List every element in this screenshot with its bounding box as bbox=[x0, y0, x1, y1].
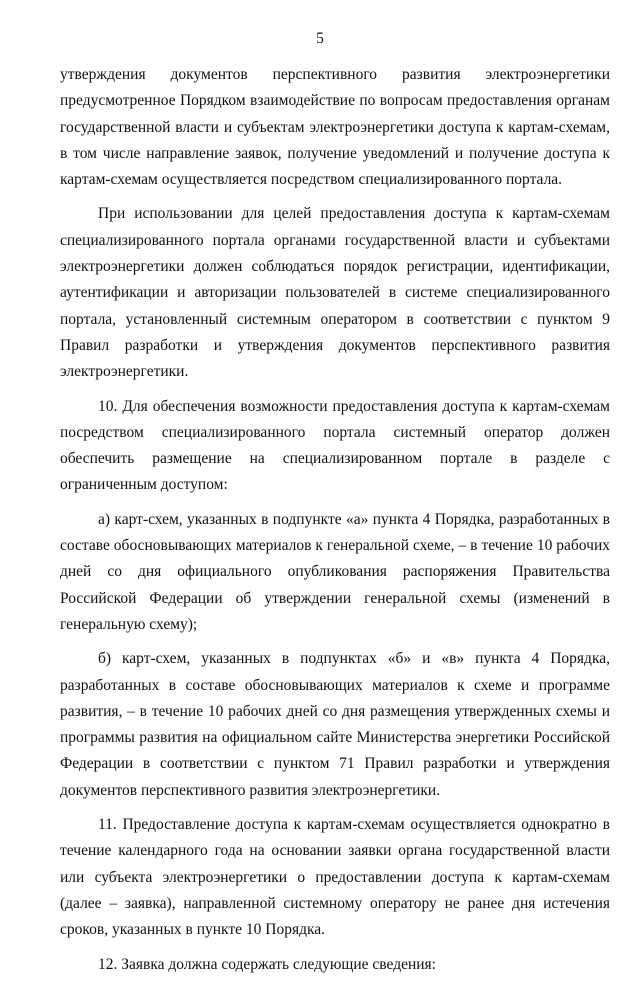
paragraph-item-10a: а) карт-схем, указанных в подпункте «а» пункта 4 Порядка, разработанных в составе обосновывающих материалов к генеральной схеме, – в течение 10 рабочих дней со дня официального опубликования распоряжения Правительства Российской Федерации об утверждении генеральной схемы (изменений в генеральную схему); bbox=[60, 510, 610, 633]
paragraph-item-10: 10. Для обеспечения возможности предоставления доступа к картам-схемам посредством специализированного портала системный оператор должен обеспечить размещение на специализированном портале в разделе с ограниченным доступом: bbox=[60, 397, 610, 494]
paragraph-portal-usage: При использовании для целей предоставления доступа к картам-схемам специализированного портала органами государственной власти и субъектами электроэнергетики должен соблюдаться порядок регистрации, идентификации, аутентификации и авторизации пользователей в системе специализированного портала, установленный системным оператором в соответствии с пунктом 9 Правил разработки и утверждения документов перспективного развития электроэнергетики. bbox=[60, 205, 610, 381]
document-body bbox=[60, 62, 610, 986]
paragraph-item-11: 11. Предоставление доступа к картам-схемам осуществляется однократно в течение календарного года на основании заявки органа государственной власти или субъекта электроэнергетики о предоставлении доступа к картам-схемам (далее – заявка), направленной системному оператору не ранее дня истечения сроков, указанных в пункте 10 Порядка. bbox=[60, 816, 610, 939]
paragraph-item-12: 12. Заявка должна содержать следующие сведения: bbox=[98, 955, 436, 973]
paragraph-item-10b: б) карт-схем, указанных в подпунктах «б» и «в» пункта 4 Порядка, разработанных в составе обосновывающих материалов к схеме и программе развития, – в течение 10 рабочих дней со дня размещения утвержденных схемы и программы развития на официальном сайте Министерства энергетики Российской Федерации в соответствии с пунктом 71 Правил разработки и утверждения документов перспективного развития электроэнергетики. bbox=[60, 650, 610, 799]
paragraph-continuation: утверждения документов перспективного развития электроэнергетики предусмотренное Порядком взаимодействие по вопросам предоставления органам государственной власти и субъектам электроэнергетики доступа к картам-схемам, в том числе направление заявок, получение уведомлений и получение доступа к картам-схемам осуществляется посредством специализированного портала. bbox=[60, 66, 610, 189]
page-number: 5 bbox=[316, 30, 324, 47]
